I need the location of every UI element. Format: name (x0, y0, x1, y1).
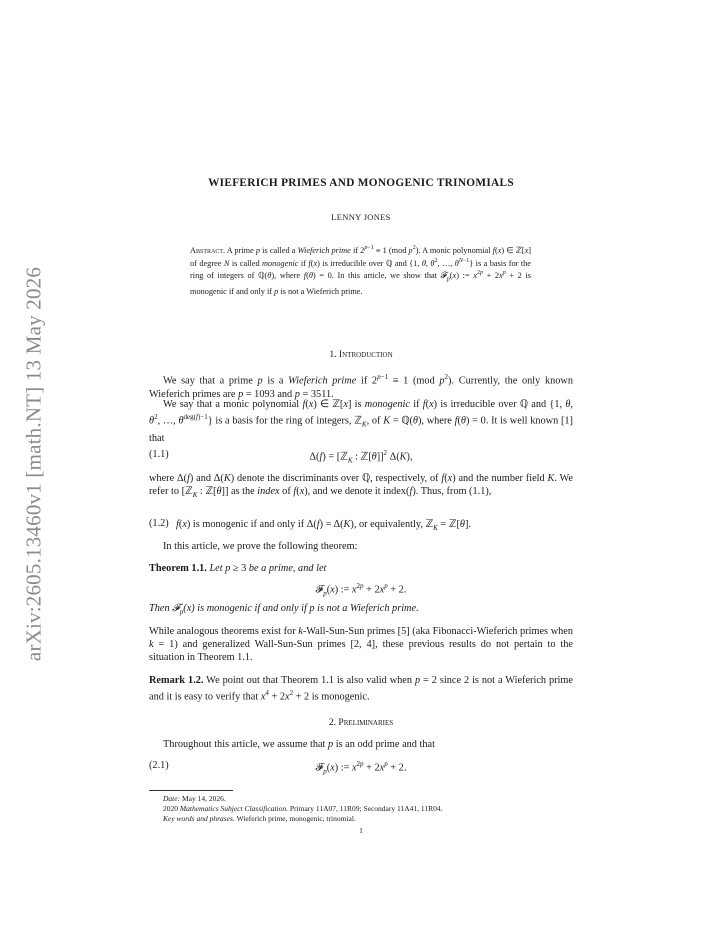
footnote-date: Date: May 14, 2026. (163, 794, 226, 803)
equation-body: f(x) is monogenic if and only if Δ(f) = Δ(K), or equivalently, ℤ$_K$ = ℤ[θ]. (176, 519, 471, 533)
intro-paragraph-2: We say that a monic polynomial f(x) ∈ ℤ[x] is monogenic if f(x) is irreducible over ℚ and {1, θ, $\theta^2$, …, $\theta^{deg(f)-1}$} is a basis for the ring of integers, ℤ$_K$, of K = ℚ(θ), where f(θ) = 0. It is well known [1] that (149, 399, 573, 444)
footnote-msc: 2020 Mathematics Subject Classification. Primary 11A07, 11R09; Secondary 11A41, 11R04. (163, 804, 443, 813)
remark-1-2: Remark 1.2. We point out that Theorem 1.1 is also valid when p = 2 since 2 is not a Wieferich prime and it is easy to verify that $x^4 + 2x^2 + 2$ is monogenic. (149, 675, 573, 703)
equation-body: 𝓕$_p$(x) := $x^{2p} + 2x^p + 2$. (315, 760, 407, 776)
theorem-conclusion: Then 𝓕$_p$(x) is monogenic if and only if p is not a Wieferich prime. (149, 603, 419, 617)
abstract (190, 243, 531, 297)
equation-number: (1.1) (149, 449, 169, 460)
theorem-1-1: Theorem 1.1. Let p ≥ 3 be a prime, and let (149, 563, 327, 574)
intro-paragraph-5: While analogous theorems exist for k-Wall-Sun-Sun primes [5] (aka Fibonacci-Wieferich primes when k = 1) and generalized Wall-Sun-Sun primes [2, 4], these previous results do not pertain to the situation in Theorem 1.1. (149, 626, 573, 664)
abstract-text: A prime p is called a Wieferich prime if $2^{p-1} \equiv 1$ (mod $p^2$). A monic polynomial f(x) ∈ ℤ[x] of degree N is called monogenic if f(x) is irreducible over ℚ and {1, θ, $\theta^2$, …, $\theta^{N-1}$} is a basis for the ring of integers of ℚ(θ), where f(θ) = 0. In this article, we show that 𝓕$_p$(x) := $x^{2p} + 2x^p + 2$ is monogenic if and only if p is not a Wieferich prime. (190, 245, 532, 296)
equation-body: Δ(f) = [ℤ$_K$ : ℤ[θ]]$^2$ Δ(K), (309, 449, 413, 465)
intro-paragraph-3: where Δ(f) and Δ(K) denote the discriminants over ℚ, respectively, of f(x) and the number field K. We refer to [ℤ$_K$ : ℤ[θ]] as the index of f(x), and we denote it index(f). Thus, from (1.1), (149, 473, 573, 500)
equation-number: (2.1) (149, 760, 169, 771)
intro-paragraph-4: In this article, we prove the following theorem: (163, 541, 358, 552)
paper-author: LENNY JONES (331, 212, 391, 222)
paper-title: WIEFERICH PRIMES AND MONOGENIC TRINOMIALS (208, 177, 514, 189)
equation-number: (1.2) (149, 518, 169, 529)
page-number: 1 (359, 826, 363, 835)
abstract-label: Abstract. (190, 245, 226, 255)
prelim-paragraph-1: Throughout this article, we assume that p is an odd prime and that (163, 739, 435, 750)
arxiv-identifier: arXiv:2605.13460v1 [math.NT] 13 May 2026 (21, 266, 46, 662)
section-heading-preliminaries: 2. Preliminaries (328, 717, 394, 728)
arxiv-sidebar (0, 0, 60, 932)
msc-label: 2020 Mathematics Subject Classification. (163, 804, 288, 813)
intro-paragraph-1: We say that a prime p is a Wieferich prime if $2^{p-1} \equiv 1$ (mod $p^2$). Currently, the only known Wieferich primes are p = 1093 and p = 3511. (149, 373, 573, 400)
footnote-keywords: Key words and phrases. Wieferich prime, monogenic, trinomial. (163, 814, 356, 823)
section-heading-introduction: 1. Introduction (329, 349, 393, 360)
footnote-rule (149, 790, 233, 791)
